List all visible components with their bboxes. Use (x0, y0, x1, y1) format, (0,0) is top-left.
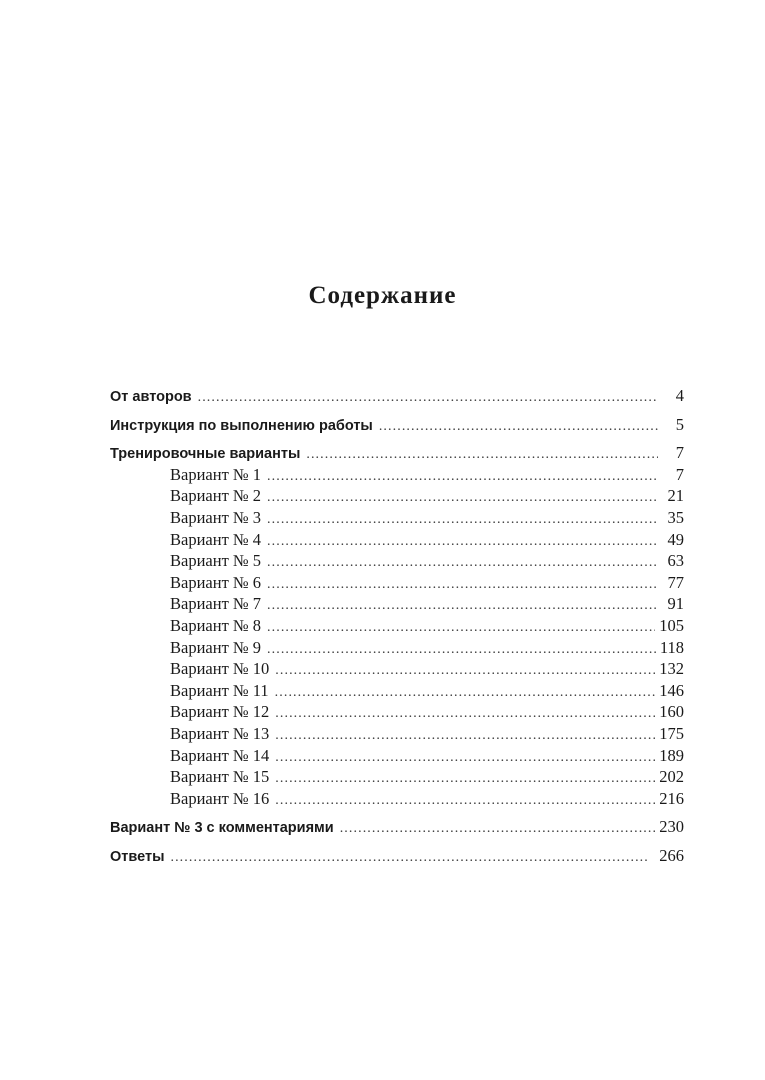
toc-entry-variant-10[interactable] (110, 658, 684, 680)
toc-entry-variant-9[interactable] (110, 637, 684, 659)
toc-entry-page: 49 (667, 529, 684, 549)
dot-leader (340, 818, 656, 840)
dot-leader (275, 747, 655, 769)
toc-entry-label: Вариант № 5 (170, 551, 262, 571)
toc-entry-variant-14[interactable] (110, 745, 684, 767)
toc-entry-page: 146 (659, 680, 684, 700)
toc-entry-label: Вариант № 10 (170, 659, 270, 679)
toc-entry-page: 5 (675, 414, 684, 434)
toc-entry-label: Тренировочные варианты (110, 446, 301, 463)
toc-entry-variant-8[interactable] (110, 615, 684, 637)
toc-entry-answers[interactable] (110, 845, 684, 867)
toc-entry-label: Инструкция по выполнению работы (110, 417, 373, 434)
toc-entry-variant-4[interactable] (110, 529, 684, 551)
toc-entry-page: 105 (659, 615, 684, 635)
toc-entry-page: 4 (675, 386, 684, 405)
toc-entry-variant-13[interactable] (110, 723, 684, 745)
toc-entry-page: 175 (659, 723, 684, 743)
table-of-contents (110, 385, 684, 866)
dot-leader (267, 595, 658, 617)
toc-entry-label: Вариант № 9 (170, 637, 262, 657)
toc-entry-from-authors[interactable] (110, 385, 684, 407)
toc-entry-page: 202 (659, 767, 684, 787)
dot-leader (267, 466, 658, 488)
toc-entry-page: 189 (659, 745, 684, 765)
toc-entry-label: Вариант № 3 (170, 507, 262, 527)
toc-entry-variant-3-commented[interactable] (110, 816, 684, 838)
toc-entry-label: Вариант № 4 (170, 529, 262, 549)
dot-leader (275, 660, 655, 682)
toc-entry-variant-7[interactable] (110, 593, 684, 615)
dot-leader (267, 509, 658, 531)
toc-entry-label: Вариант № 8 (170, 615, 262, 635)
toc-entry-page: 216 (659, 788, 684, 808)
toc-entry-variant-6[interactable] (110, 572, 684, 594)
toc-entry-label: Вариант № 6 (170, 572, 262, 592)
toc-entry-label: Вариант № 15 (170, 767, 270, 787)
toc-entry-variant-2[interactable] (110, 485, 684, 507)
toc-entry-page: 132 (659, 659, 684, 679)
toc-entry-label: Ответы (110, 848, 165, 865)
dot-leader (275, 703, 655, 725)
dot-leader (267, 552, 658, 574)
toc-entry-label: Вариант № 3 с комментариями (110, 820, 334, 837)
toc-entry-label: От авторов (110, 389, 192, 405)
page-title: Содержание (308, 282, 457, 309)
dot-leader (267, 574, 658, 596)
toc-entry-variant-3[interactable] (110, 507, 684, 529)
toc-entry-instructions[interactable] (110, 414, 684, 436)
toc-entry-variant-16[interactable] (110, 788, 684, 810)
toc-entry-label: Вариант № 7 (170, 594, 262, 614)
toc-entry-variant-11[interactable] (110, 680, 684, 702)
toc-entry-page: 77 (667, 572, 684, 592)
dot-leader (267, 639, 656, 661)
toc-entry-page: 7 (675, 443, 684, 463)
toc-entry-page: 160 (659, 702, 684, 722)
dot-leader (379, 416, 658, 438)
toc-entry-label: Вариант № 1 (170, 464, 262, 484)
toc-entry-page: 266 (659, 845, 684, 865)
dot-leader (198, 387, 658, 409)
toc-entry-variant-5[interactable] (110, 550, 684, 572)
toc-entry-variant-12[interactable] (110, 701, 684, 723)
dot-leader (267, 531, 658, 553)
toc-entry-page: 35 (667, 507, 684, 527)
toc-entry-variant-1[interactable] (110, 464, 684, 486)
toc-entry-label: Вариант № 11 (170, 680, 269, 700)
dot-leader (170, 847, 655, 869)
dot-leader (267, 487, 658, 509)
toc-entry-page: 63 (667, 551, 684, 571)
dot-leader (267, 617, 655, 639)
toc-entry-label: Вариант № 13 (170, 723, 270, 743)
toc-entry-page: 21 (667, 486, 684, 506)
toc-entry-page: 230 (659, 817, 684, 837)
toc-entry-page: 7 (675, 464, 684, 484)
toc-entry-label: Вариант № 12 (170, 702, 270, 722)
toc-entry-label: Вариант № 16 (170, 788, 270, 808)
dot-leader (275, 682, 656, 704)
dot-leader (275, 768, 655, 790)
toc-entry-page: 91 (667, 594, 684, 614)
toc-entry-training-variants[interactable] (110, 442, 684, 464)
dot-leader (275, 725, 655, 747)
dot-leader (306, 444, 658, 466)
toc-entry-label: Вариант № 14 (170, 745, 270, 765)
toc-entry-page: 118 (659, 637, 684, 657)
dot-leader (275, 790, 655, 812)
toc-entry-variant-15[interactable] (110, 766, 684, 788)
toc-entry-label: Вариант № 2 (170, 486, 262, 506)
